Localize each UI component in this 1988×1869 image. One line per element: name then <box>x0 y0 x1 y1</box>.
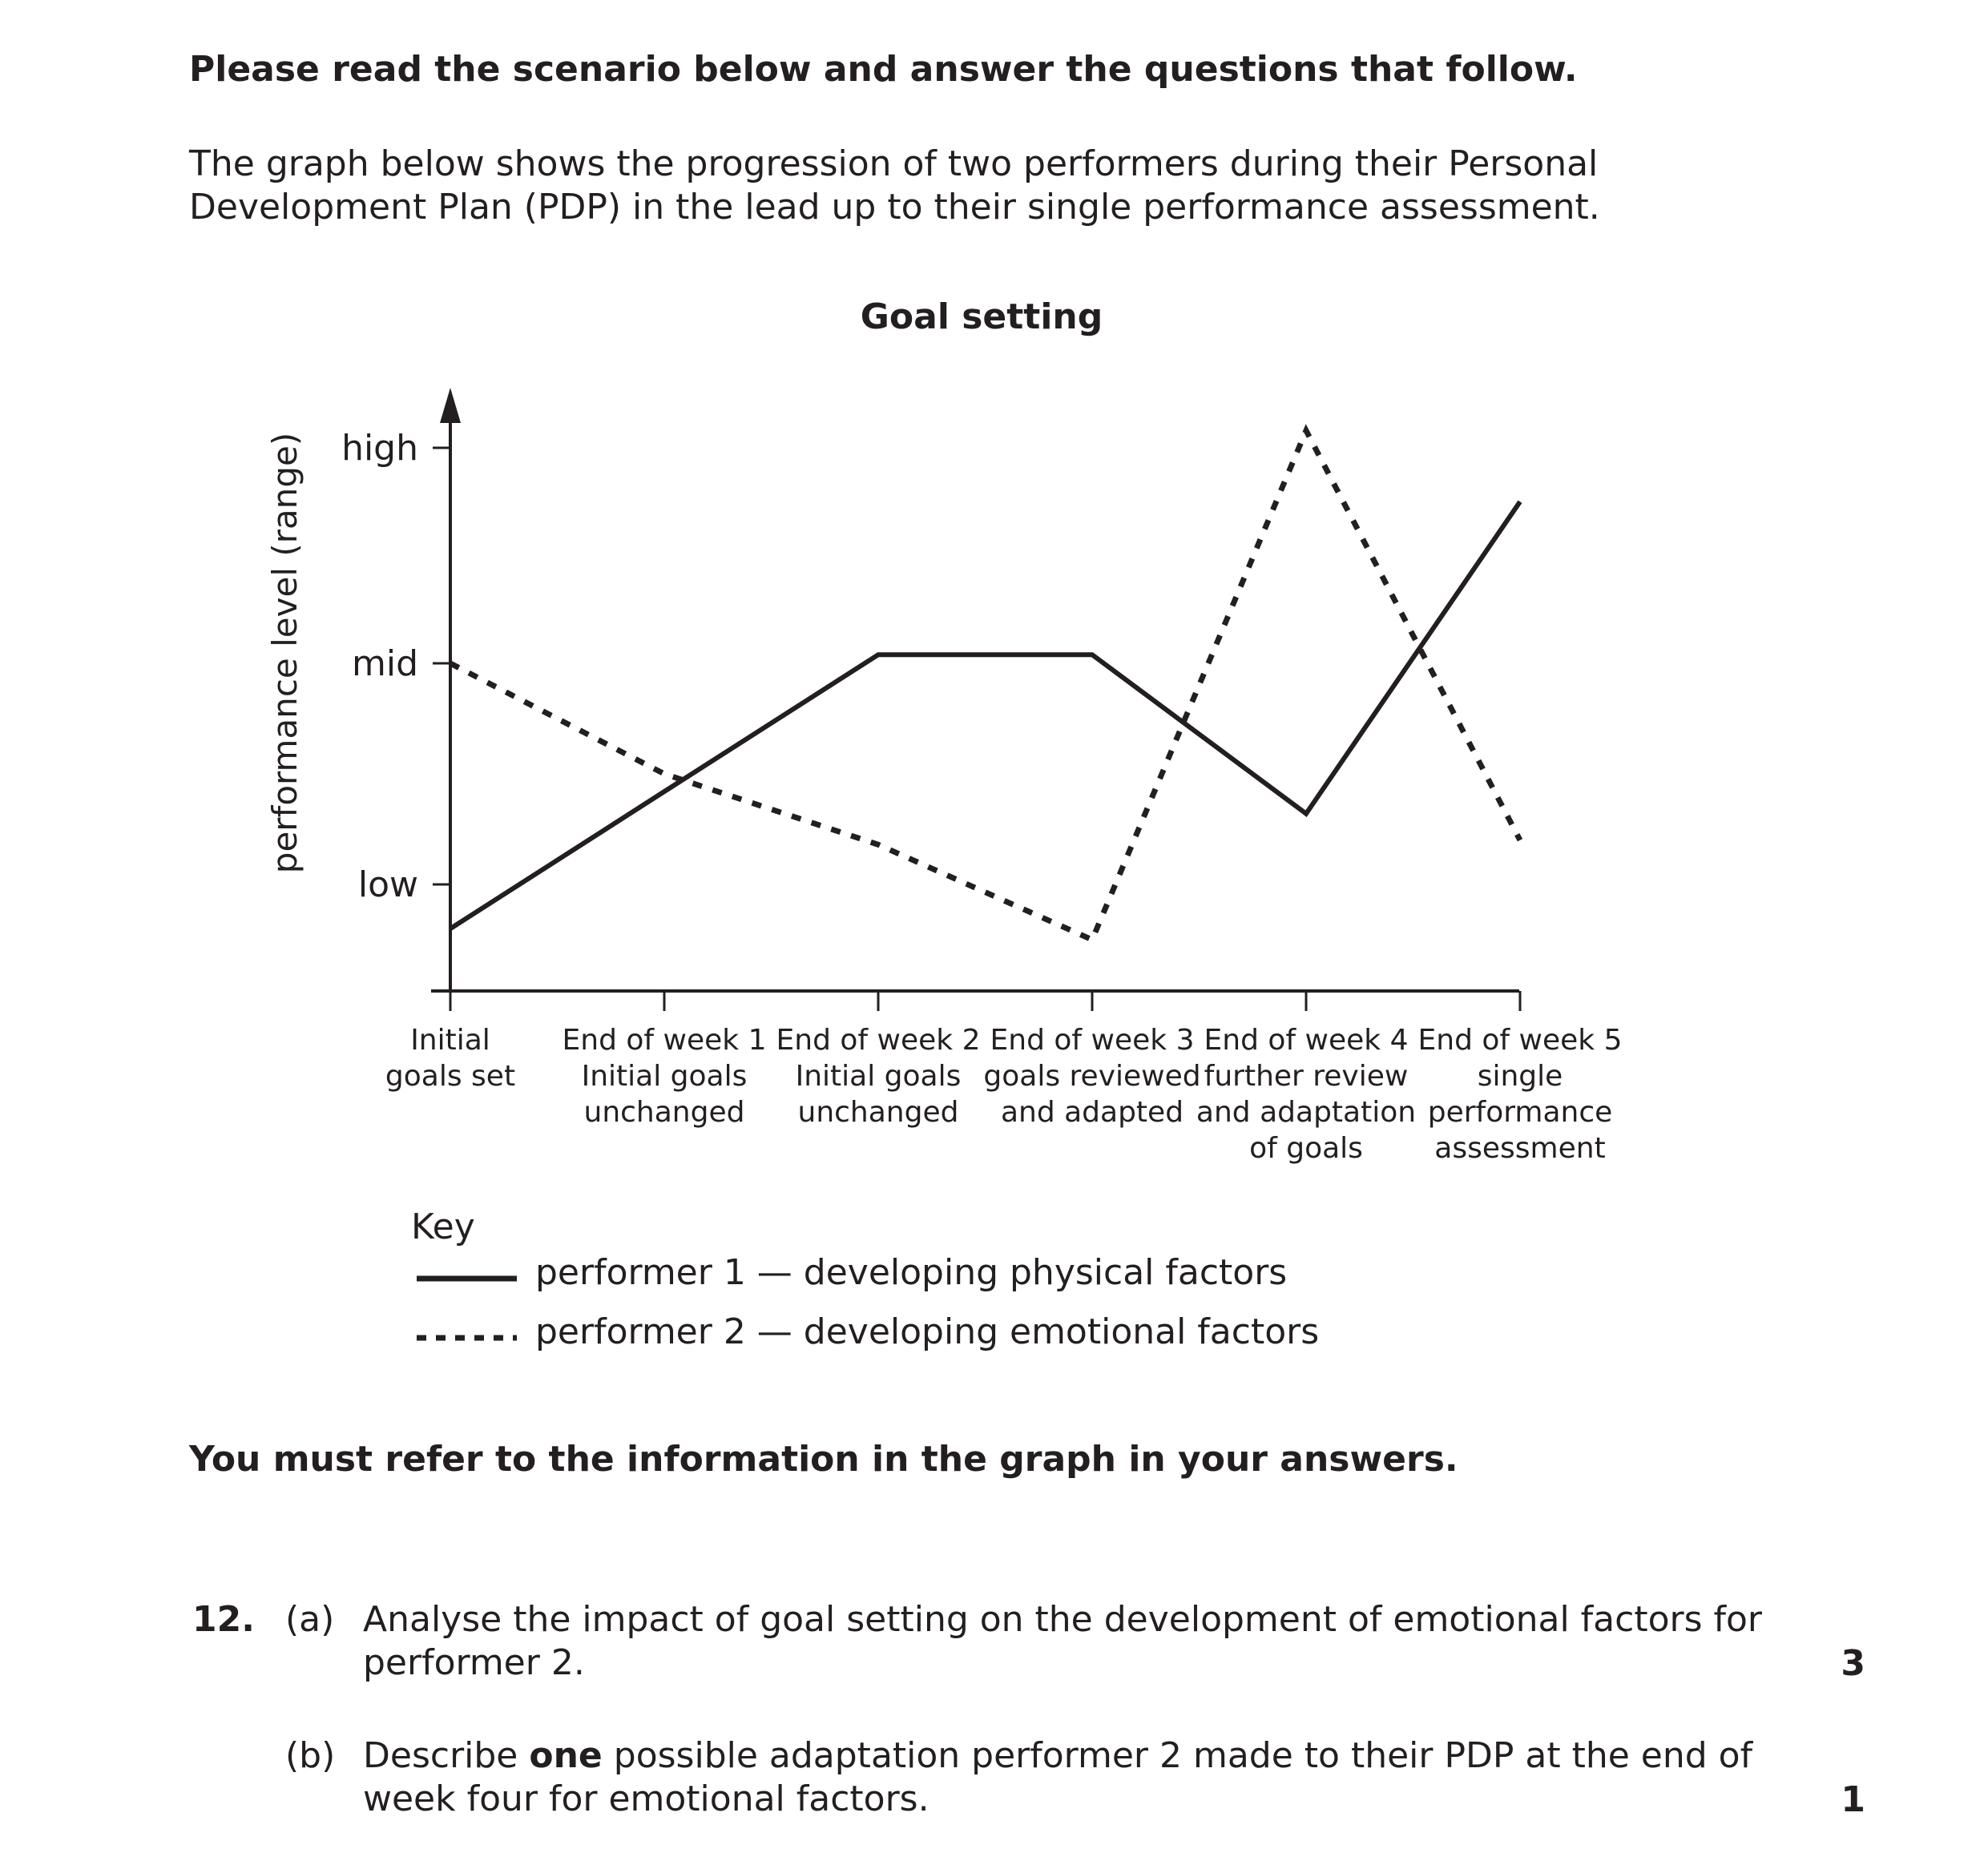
question-a-label: (a) <box>285 1599 335 1640</box>
question-a-line-2: performer 2. <box>363 1642 585 1683</box>
question-b-pre: Describe <box>363 1735 530 1776</box>
legend-title: Key <box>411 1206 475 1247</box>
question-number: 12. <box>192 1599 255 1640</box>
question-b-label: (b) <box>285 1735 336 1776</box>
y-axis-arrowhead <box>440 388 461 423</box>
question-a-line-1: Analyse the impact of goal setting on the development of emotional factors for <box>363 1599 1762 1640</box>
x-tick-label-3: End of week 3 goals reviewed and adapted <box>983 1024 1201 1129</box>
x-tick-label-1: End of week 1 Initial goals unchanged <box>562 1024 767 1129</box>
y-tick-label-low: low <box>357 864 418 905</box>
x-ticks <box>385 991 1623 1165</box>
legend-label-performer-1: performer 1 — developing physical factors <box>535 1252 1288 1293</box>
scenario-line-1: The graph below shows the progression of two performers during their Personal <box>189 143 1599 184</box>
y-ticks <box>341 428 450 905</box>
question-b-line-1 <box>363 1734 1752 1778</box>
scenario-line-2: Development Plan (PDP) in the lead up to their single performance assessment. <box>189 187 1600 228</box>
question-b-text <box>363 1734 1752 1821</box>
instruction-text: You must refer to the information in the graph in your answers. <box>189 1439 1458 1480</box>
question-b-marks: 1 <box>1841 1779 1865 1820</box>
x-tick-label-4: End of week 4 further review and adaptation of goals <box>1196 1024 1417 1165</box>
question-a-text <box>363 1598 1762 1685</box>
x-tick-label-2: End of week 2 Initial goals unchanged <box>776 1024 981 1129</box>
intro-heading: Please read the scenario below and answer the questions that follow. <box>189 49 1578 90</box>
question-b-emphasis: one <box>529 1735 603 1776</box>
question-a-marks: 3 <box>1841 1643 1865 1684</box>
chart-title: Goal setting <box>860 296 1103 337</box>
legend <box>411 1206 1319 1352</box>
x-tick-label-0: Initial goals set <box>385 1024 516 1093</box>
y-tick-label-high: high <box>341 428 418 469</box>
y-tick-label-mid: mid <box>351 643 418 684</box>
series-layer <box>450 430 1520 940</box>
question-b-line-2: week four for emotional factors. <box>363 1778 929 1819</box>
legend-label-performer-2: performer 2 — developing emotional factors <box>535 1311 1320 1352</box>
question-b-post: possible adaptation performer 2 made to their PDP at the end of <box>602 1735 1753 1776</box>
series-line-performer-1 <box>450 501 1520 928</box>
y-axis-label: performance level (range) <box>265 432 304 874</box>
x-tick-label-5: End of week 5 single performance assessment <box>1417 1024 1623 1165</box>
series-line-performer-2 <box>450 430 1520 940</box>
